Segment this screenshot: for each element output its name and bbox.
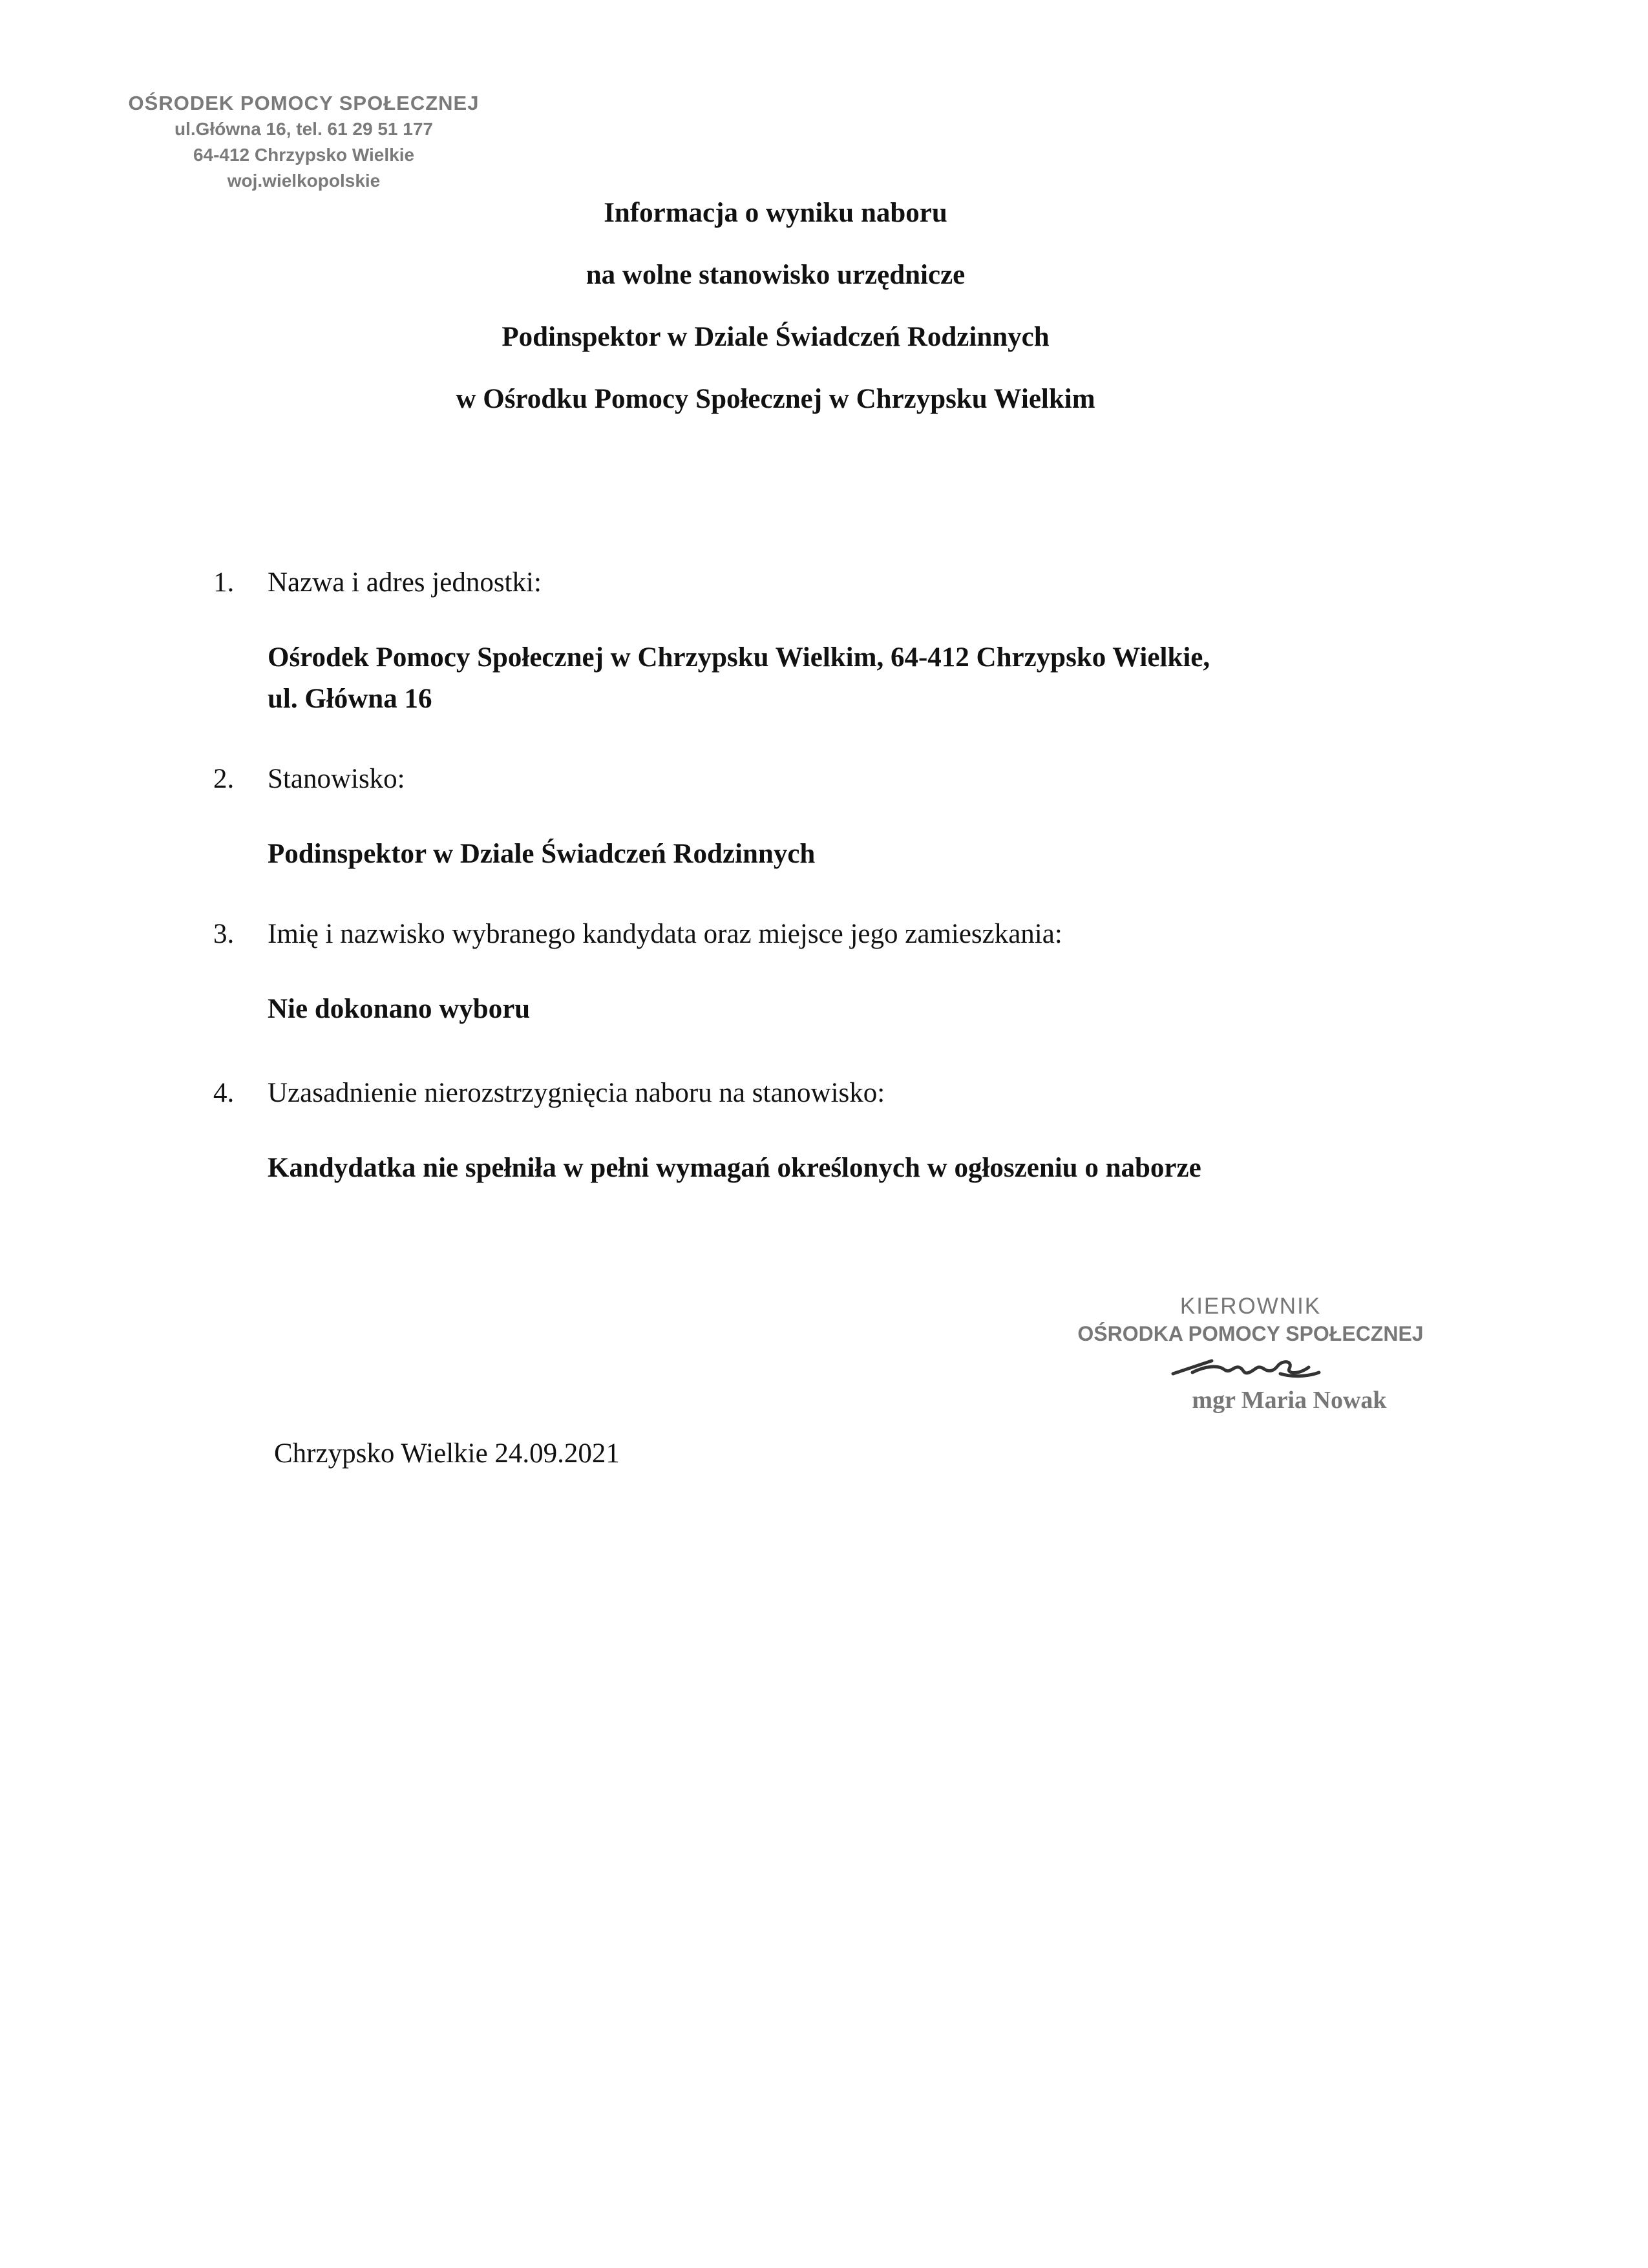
section-answer (268, 1148, 1441, 1189)
stamp-organization: OŚRODEK POMOCY SPOŁECZNEJ (128, 92, 480, 114)
signature-stamp (1060, 1292, 1441, 1415)
title-line-2: na wolne stanowisko urzędnicze (586, 260, 966, 290)
title-line-1: Informacja o wyniku naboru (604, 198, 947, 228)
section-label: Uzasadnienie nierozstrzygnięcia naboru na stanowisko: (268, 1078, 885, 1108)
section-selected-candidate (213, 916, 1441, 1030)
signature-role: KIEROWNIK (1179, 1294, 1322, 1319)
section-number: 1. (213, 567, 235, 598)
section-position (213, 761, 1441, 875)
section-number: 4. (213, 1078, 235, 1108)
section-justification (213, 1075, 1441, 1189)
title-line-4: w Ośrodku Pomocy Społecznej w Chrzypsku Wielkim (456, 384, 1095, 414)
title-line-3: Podinspektor w Dziale Świadczeń Rodzinnych (502, 322, 1050, 352)
answer-line: Nie dokonano wyboru (268, 994, 531, 1024)
signature-organization: OŚRODKA POMOCY SPOŁECZNEJ (1077, 1322, 1424, 1345)
stamp-postal: 64-412 Chrzypsko Wielkie (193, 145, 415, 165)
section-answer (268, 989, 1441, 1030)
section-number: 2. (213, 764, 235, 794)
answer-line: Podinspektor w Dziale Świadczeń Rodzinnych (268, 839, 816, 869)
answer-line: ul. Główna 16 (268, 684, 432, 714)
place-and-date: Chrzypsko Wielkie 24.09.2021 (274, 1438, 620, 1469)
document-title (0, 182, 1551, 430)
section-label: Nazwa i adres jednostki: (268, 567, 542, 598)
answer-line: Ośrodek Pomocy Społecznej w Chrzypsku Wielkim, 64-412 Chrzypsko Wielkie, (268, 642, 1210, 673)
section-answer (268, 637, 1441, 720)
section-label: Imię i nazwisko wybranego kandydata oraz miejsce jego zamieszkania: (268, 919, 1062, 949)
answer-line: Kandydatka nie spełniła w pełni wymagań określonych w ogłoszeniu o naborze (268, 1153, 1201, 1183)
handwritten-signature-icon (1167, 1347, 1335, 1385)
section-unit-name (213, 565, 1441, 720)
section-number: 3. (213, 919, 235, 949)
header-stamp (123, 90, 485, 194)
stamp-address: ul.Główna 16, tel. 61 29 51 177 (174, 119, 433, 139)
section-answer (268, 834, 1441, 875)
signatory-name: mgr Maria Nowak (1192, 1387, 1387, 1414)
stamp-region: woj.wielkopolskie (227, 171, 381, 191)
section-label: Stanowisko: (268, 764, 405, 794)
